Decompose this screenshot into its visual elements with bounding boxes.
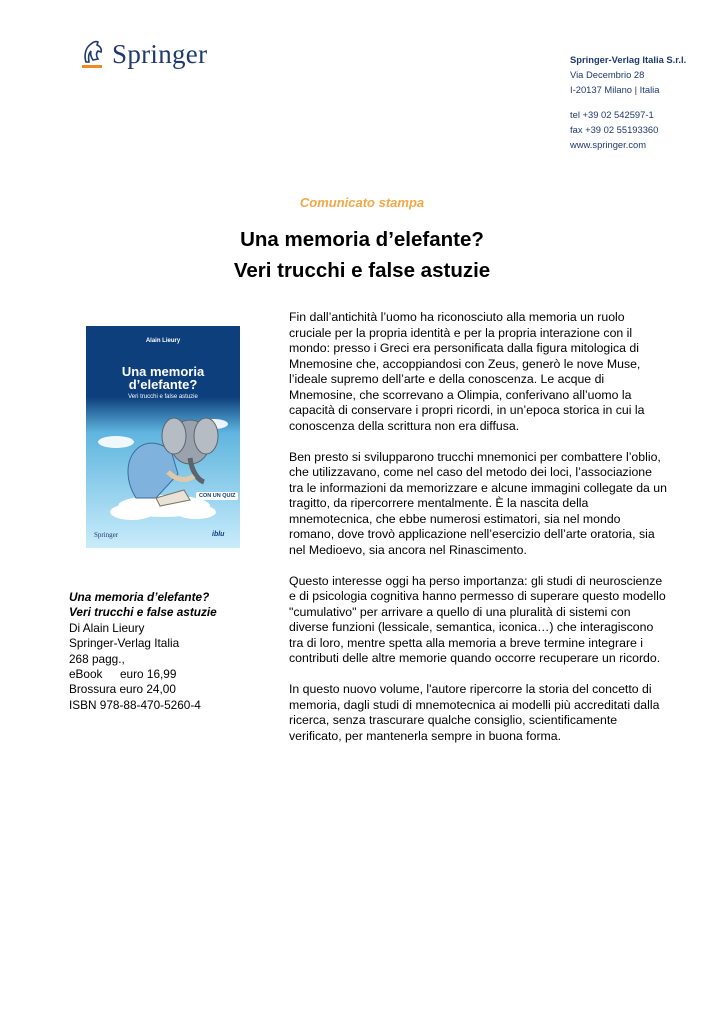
info-ebook	[69, 667, 269, 682]
body-paragraph: In questo nuovo volume, l'autore ripercorre la storia del concetto di memoria, dagli studi di mnemotecnica ai modelli più accreditati dalla ricerca, senza trascurare qualche consiglio, scientificamente verificato, per mantenerla sempre in buona forma.	[289, 682, 660, 743]
info-pages: 268 pagg.,	[69, 651, 125, 666]
address-website: www.springer.com	[570, 139, 647, 151]
body-paragraph: Ben presto si svilupparono trucchi mnemonici per combattere l’oblio, che utilizzavano, come nel caso del metodo dei loci, l’associazione tra le informazioni da memorizzare e alcune immagini collegate da un tragitto, da ripercorrere mentalmente. È la nascita della mnemotecnica, che ebbe numerosi estimatori, sia nel mondo romano, dove trovò applicazione nell’esercizio dell’arte oratoria, sia nel Medioevo, sia ancora nel Rinascimento.	[289, 449, 667, 557]
page-subtitle: Veri trucchi e false astuzie	[233, 259, 491, 282]
cover-title	[86, 365, 240, 391]
info-paperback: Brossura euro 24,00	[69, 682, 176, 697]
cover-title-line1: Una memoria	[121, 364, 205, 379]
cover-series-logo: iblu	[212, 531, 225, 538]
springer-logo-text: Springer	[112, 38, 208, 69]
cover-author: Alain Lieury	[145, 338, 181, 344]
book-cover	[86, 326, 240, 548]
body-paragraph: Questo interesse oggi ha perso importanza: gli studi di neuroscienze e di psicologia cognitiva hanno permesso di superare questo modello "cumulativo" per arrivare a quello di una pluralità di sistemi con diverse funzioni (lessicale, semantica, iconica…) che interagiscono tra di loro, mentre spetta alla memoria a breve termine integrare i contributi delle altre memorie quando occorre recuperare un ricordo.	[289, 573, 666, 665]
press-release-label: Comunicato stampa	[299, 195, 425, 210]
springer-horse-icon	[80, 38, 106, 70]
address-fax: fax +39 02 55193360	[570, 123, 659, 135]
info-ebook-label: eBook	[69, 667, 103, 682]
cover-title-line2: d’elefante?	[128, 377, 198, 392]
publisher-address	[570, 52, 720, 152]
info-author: Di Alain Lieury	[69, 620, 145, 635]
address-street: Via Decembrio 28	[570, 69, 645, 81]
address-tel: tel +39 02 542597-1	[570, 108, 654, 120]
press-release-body	[289, 310, 669, 760]
info-publisher: Springer-Verlag Italia	[69, 636, 180, 651]
info-title: Una memoria d’elefante?	[69, 590, 210, 604]
info-isbn: ISBN 978-88-470-5260-4	[69, 697, 201, 712]
elephant-illustration	[86, 402, 240, 524]
cover-quiz-badge: CON UN QUIZ	[196, 492, 238, 500]
body-paragraph: Fin dall’antichità l’uomo ha riconosciuto alla memoria un ruolo cruciale per la propria identità e per la propria interazione con il mondo: presso i Greci era personificata dalla figura mitologica di Mnemosine che, accoppiandosi con Zeus, generò le nove Muse, l’ideale supremo dell’arte e della conoscenza. Le acque di Mnemosine, che scorrevano a Olimpia, conferivano all’uomo la capacità di conservare i propri ricordi, in un’epoca storica in cui la conoscenza della scrittura non era diffusa.	[289, 310, 645, 433]
book-info	[69, 590, 269, 713]
cover-publisher-logo: Springer	[94, 531, 119, 539]
springer-logo	[80, 38, 207, 70]
cover-subtitle: Veri trucchi e false astuzie	[128, 394, 198, 400]
address-company: Springer-Verlag Italia S.r.l.	[570, 54, 687, 65]
info-subtitle: Veri trucchi e false astuzie	[69, 605, 217, 620]
info-ebook-price: euro 16,99	[120, 667, 177, 682]
page-title: Una memoria d’elefante?	[240, 228, 484, 251]
address-city: I-20137 Milano | Italia	[570, 84, 660, 96]
